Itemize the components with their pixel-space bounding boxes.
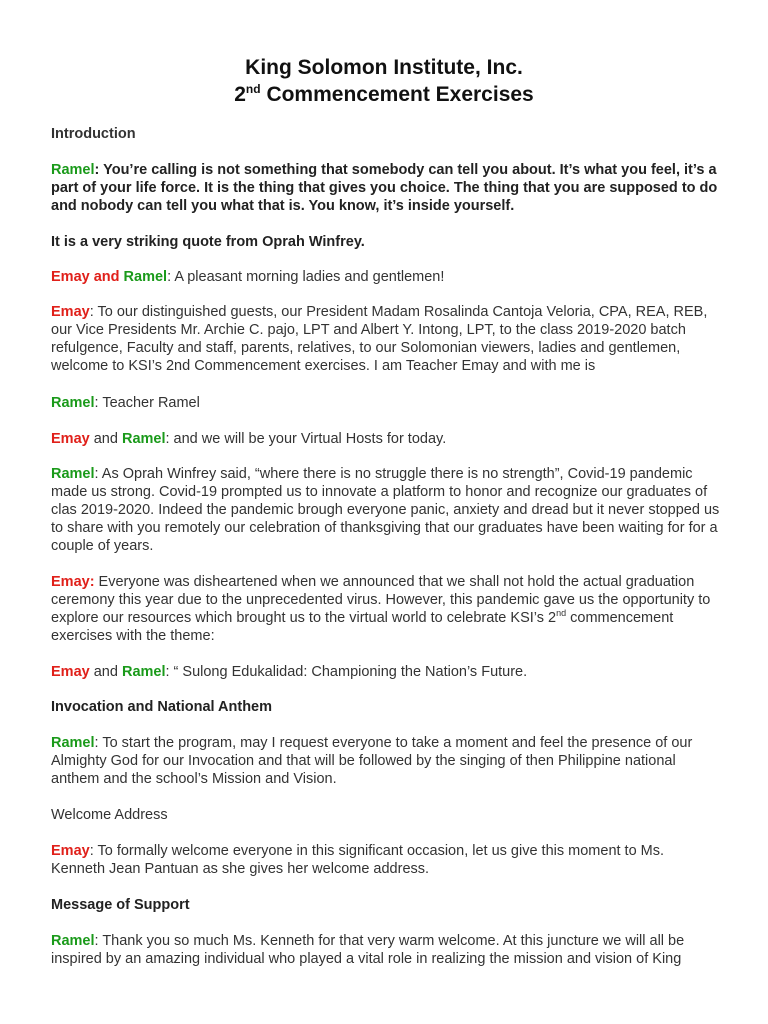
support-heading: Message of Support bbox=[51, 897, 190, 913]
invocation-heading: Invocation and National Anthem bbox=[51, 699, 273, 715]
support-text: : Thank you so much Ms. Kenneth for that very warm welcome. At this juncture we will all be inspired by an amazing individual who played a vital role in realizing the mission and vision of King bbox=[51, 933, 685, 967]
speaker-ramel: Ramel bbox=[123, 269, 168, 285]
speaker-ramel: Ramel bbox=[51, 735, 95, 751]
speaker-emay: Emay bbox=[51, 304, 90, 320]
intro-quote-text: : You’re calling is not something that somebody can tell you about. It’s what you feel, it’s a part of your life force. It is the thing that gives you choice. The thing that you are supposed to do and nobody can tell you what that is. You know, it’s inside yourself. bbox=[51, 162, 718, 214]
speaker-ramel: Ramel bbox=[51, 162, 95, 178]
emay-disheartened-end: commencement exercises with the theme: bbox=[51, 610, 674, 644]
welcome-address-text: : To formally welcome everyone in this significant occasion, let us give this moment to Ms. Kenneth Jean Pantuan as she gives her welcome address. bbox=[51, 843, 665, 877]
ramel-covid-paragraph bbox=[51, 465, 721, 555]
emay-disheartened-paragraph bbox=[51, 573, 721, 645]
ramel-covid-text: : As Oprah Winfrey said, “where there is no struggle there is no strength”, Covid-19 pandemic made us strong. Covid-19 prompted us to innovate a platform to honor and recognize our graduates of clas 2019-2020. Indeed the pandemic brough everyone panic, anxiety and dread but it never stopped us to share with you remotely our celebration of thanksgiving that our graduates have been waiting for for a couple of years. bbox=[51, 466, 720, 554]
virtual-hosts-line bbox=[51, 430, 721, 448]
welcome-address-paragraph bbox=[51, 842, 721, 878]
striking-quote-line: It is a very striking quote from Oprah Winfrey. bbox=[51, 234, 365, 250]
speaker-ramel: Ramel bbox=[51, 395, 95, 411]
ordinal-suffix: nd bbox=[556, 608, 567, 619]
welcome-address-heading: Welcome Address bbox=[51, 807, 168, 823]
speaker-emay: Emay bbox=[51, 664, 90, 680]
invocation-text: : To start the program, may I request everyone to take a moment and feel the presence of our Almighty God for our Invocation and that will be followed by the singing of then Philippine national anthem and the school’s Mission and Vision. bbox=[51, 735, 693, 787]
speaker-ramel: Ramel bbox=[51, 466, 95, 482]
greeting-paragraph bbox=[51, 268, 721, 286]
support-paragraph bbox=[51, 932, 721, 968]
emay-disheartened-text: Everyone was disheartened when we announced that we shall not hold the actual graduation ceremony this year due to the unprecedented virus. However, this pandemic gave us the opportunity to explore our resources which brought us to the virtual world to celebrate KSI’s 2 bbox=[51, 574, 711, 626]
virtual-hosts-text: : and we will be your Virtual Hosts for today. bbox=[165, 431, 447, 447]
speaker-ramel: Ramel bbox=[51, 933, 95, 949]
invocation-paragraph bbox=[51, 734, 721, 788]
emay-welcome-text: : To our distinguished guests, our President Madam Rosalinda Cantoja Veloria, CPA, REA, REB, our Vice Presidents Mr. Archie C. pajo, LPT and Albert Y. Intong, LPT, to the class 2019-2020 batch refulgence, Faculty and staff, parents, relatives, to our Solomonian viewers, ladies and gentlemen, welcome to KSI’s 2nd Commencement exercises. I am Teacher Emay and with me is bbox=[51, 304, 708, 374]
teacher-ramel-line bbox=[51, 394, 721, 412]
speaker-emay: Emay bbox=[51, 843, 90, 859]
greeting-text: : A pleasant morning ladies and gentlemen! bbox=[167, 269, 445, 285]
speaker-and: and bbox=[93, 269, 120, 285]
speaker-ramel: Ramel bbox=[121, 664, 166, 680]
event-ordinal-suffix: nd bbox=[245, 82, 261, 96]
teacher-ramel-text: : Teacher Ramel bbox=[94, 395, 200, 411]
event-title bbox=[0, 83, 768, 107]
introduction-heading: Introduction bbox=[51, 126, 136, 142]
speaker-emay: Emay: bbox=[51, 574, 95, 590]
speaker-emay: Emay bbox=[51, 269, 90, 285]
intro-quote-paragraph bbox=[51, 161, 721, 215]
theme-line bbox=[51, 663, 721, 681]
theme-text: : “ Sulong Edukalidad: Championing the Nation’s Future. bbox=[165, 664, 528, 680]
speaker-and: and bbox=[93, 664, 118, 680]
speaker-emay: Emay bbox=[51, 431, 90, 447]
institution-title: King Solomon Institute, Inc. bbox=[245, 56, 523, 79]
speaker-ramel: Ramel bbox=[121, 431, 166, 447]
speaker-and: and bbox=[93, 431, 118, 447]
event-ordinal: 2 bbox=[234, 83, 246, 106]
event-name: Commencement Exercises bbox=[266, 83, 534, 106]
emay-welcome-paragraph bbox=[51, 303, 721, 375]
